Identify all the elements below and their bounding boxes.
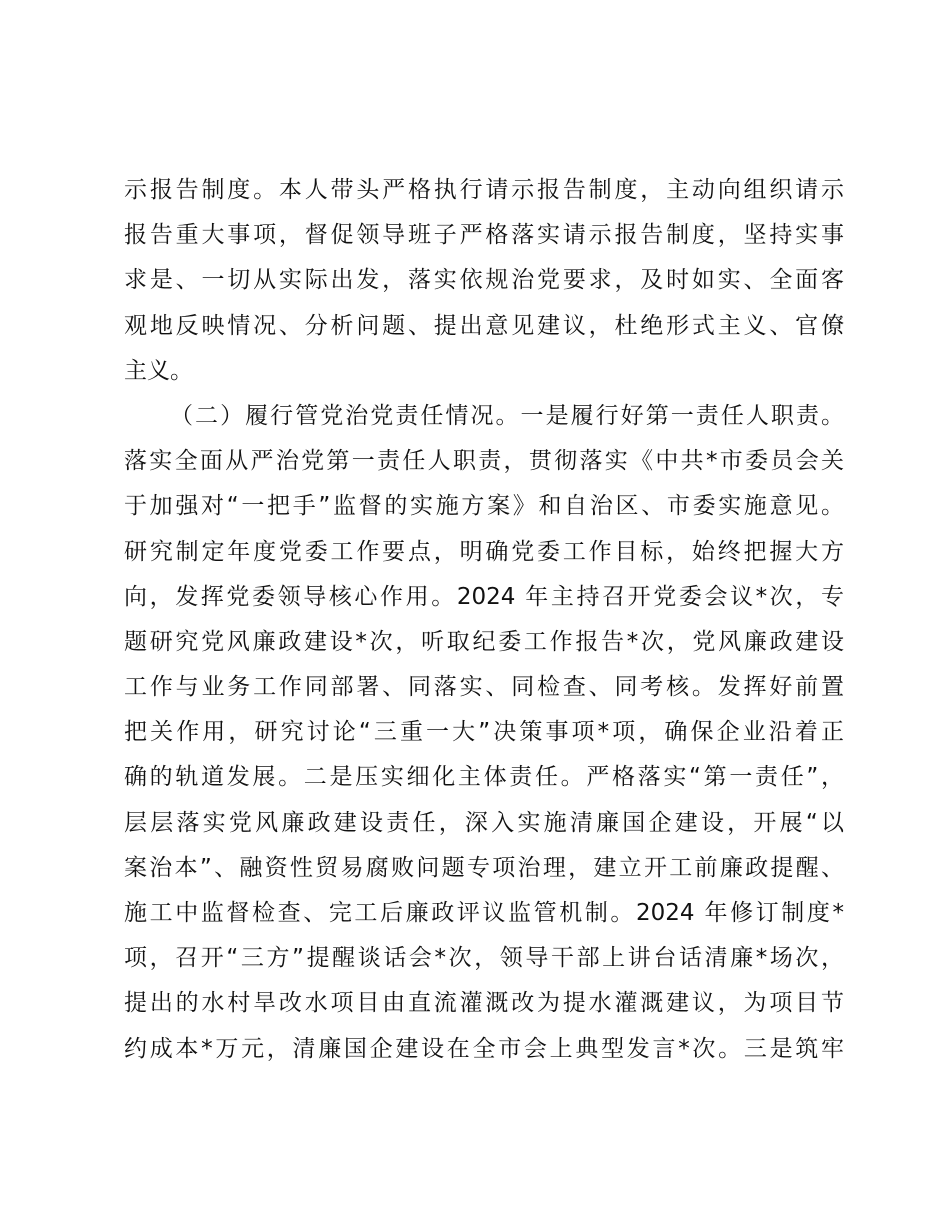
text-line: 向，发挥党委领导核心作用。2024 年主持召开党委会议*次，专 — [124, 583, 844, 610]
text-line: 约成本*万元，清廉国企建设在全市会上典型发言*次。三是筑牢 — [124, 1035, 844, 1062]
text-line: 案治本”、融资性贸易腐败问题专项治理，建立开工前廉政提醒、 — [124, 854, 844, 881]
text-line: 求是、一切从实际出发，落实依规治党要求，及时如实、全面客 — [124, 267, 844, 294]
body-text — [124, 168, 844, 1072]
text-line: 确的轨道发展。二是压实细化主体责任。严格落实“第一责任”， — [124, 764, 844, 791]
text-line: 落实全面从严治党第一责任人职责，贯彻落实《中共*市委员会关 — [124, 448, 844, 475]
text-line: 于加强对“一把手”监督的实施方案》和自治区、市委实施意见。 — [124, 493, 844, 520]
text-line: 主义。 — [124, 357, 193, 384]
text-line: 研究制定年度党委工作要点，明确党委工作目标，始终把握大方 — [124, 538, 844, 565]
text-line: 工作与业务工作同部署、同落实、同检查、同考核。发挥好前置 — [124, 674, 844, 701]
section-heading-line: （二）履行管党治党责任情况。一是履行好第一责任人职责。 — [170, 402, 844, 429]
text-line: 题研究党风廉政建设*次，听取纪委工作报告*次，党风廉政建设 — [124, 628, 844, 655]
text-line: 施工中监督检查、完工后廉政评议监管机制。2024 年修订制度* — [124, 900, 844, 926]
text-line: 报告重大事项，督促领导班子严格落实请示报告制度，坚持实事 — [124, 222, 844, 249]
text-line: 项，召开“三方”提醒谈话会*次，领导干部上讲台话清廉*场次， — [124, 945, 844, 972]
text-line: 层层落实党风廉政建设责任，深入实施清廉国企建设，开展“以 — [124, 809, 844, 836]
text-line: 提出的水村旱改水项目由直流灌溉改为提水灌溉建议，为项目节 — [124, 990, 844, 1017]
text-line: 示报告制度。本人带头严格执行请示报告制度，主动向组织请示 — [124, 177, 844, 203]
text-line: 观地反映情况、分析问题、提出意见建议，杜绝形式主义、官僚 — [124, 312, 844, 339]
text-line: 把关作用，研究讨论“三重一大”决策事项*项，确保企业沿着正 — [124, 719, 844, 746]
